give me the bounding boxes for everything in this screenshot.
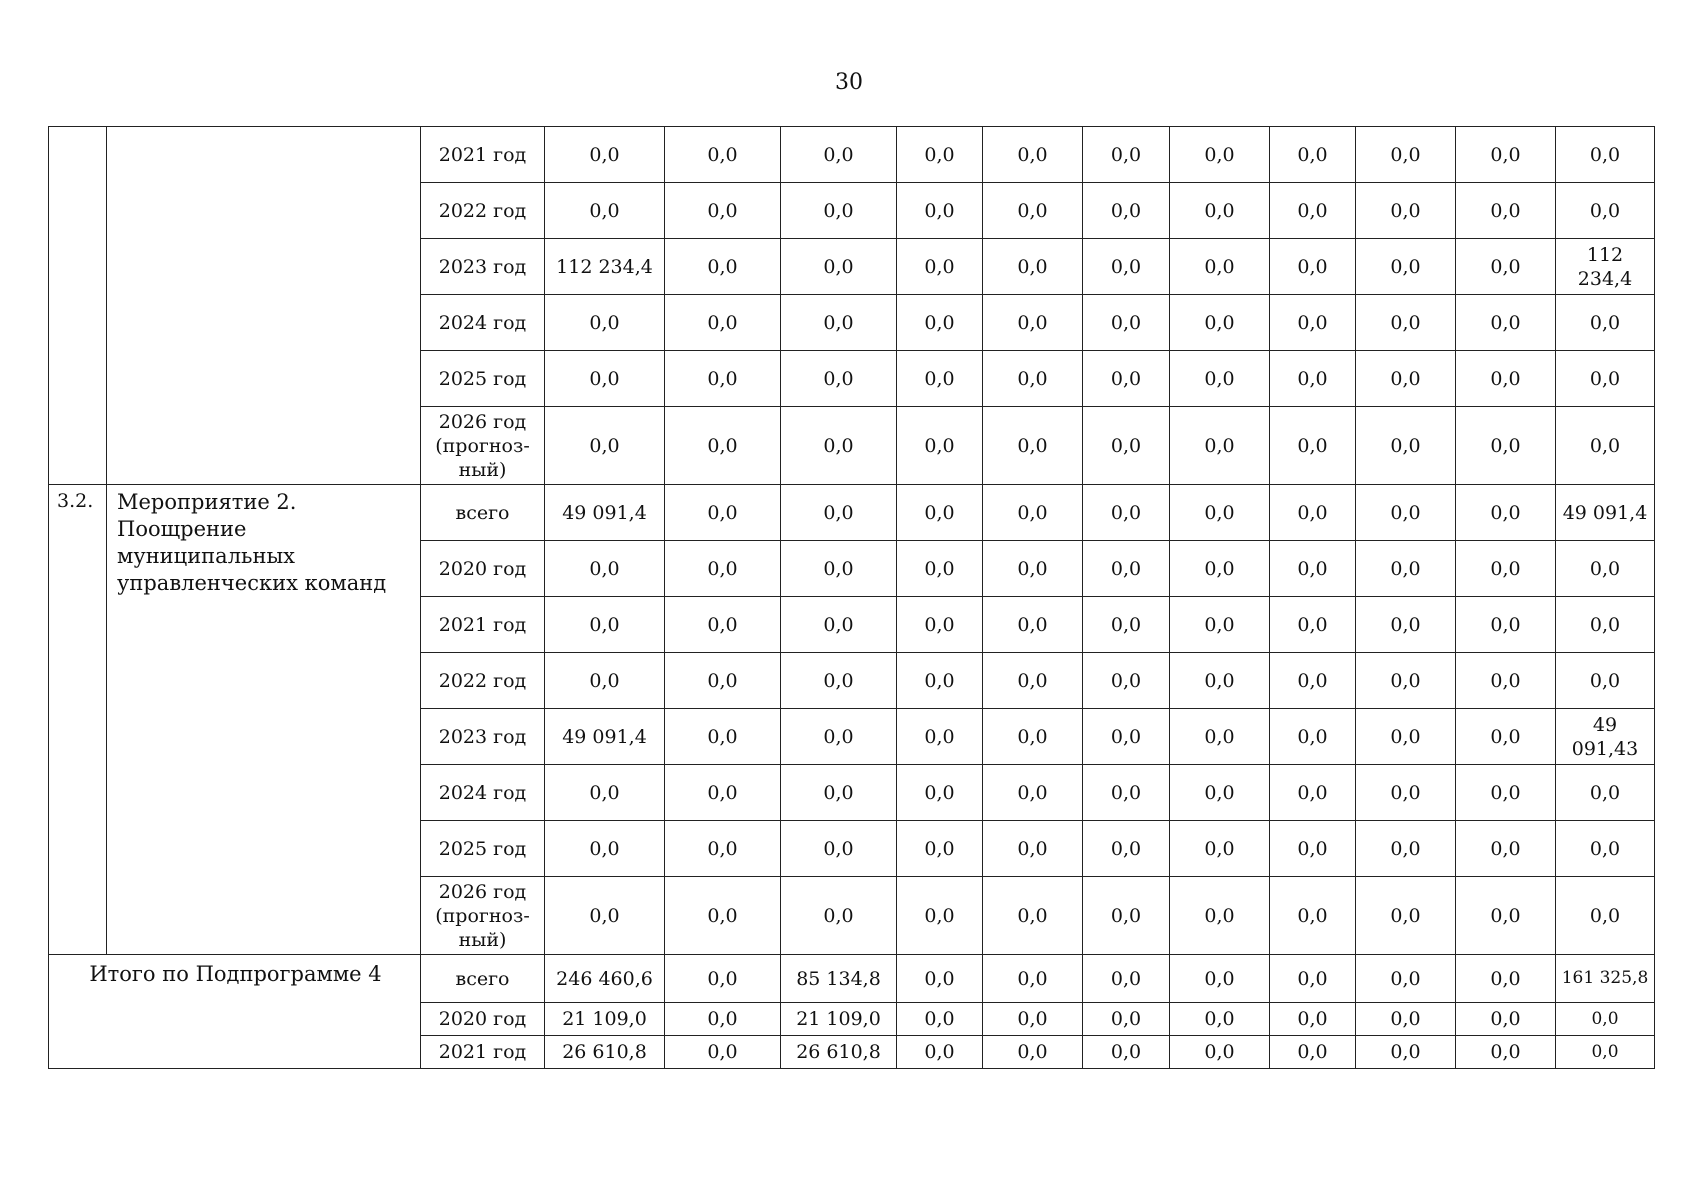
value-cell: 0,0 [1170,821,1270,877]
value-cell: 0,0 [1556,1036,1655,1069]
value-cell: 0,0 [983,955,1083,1003]
value-cell: 0,0 [1356,351,1456,407]
row-number: 3.2. [49,485,107,955]
value-cell: 0,0 [545,351,665,407]
period-cell: 2023 год [421,239,545,295]
value-cell: 0,0 [1170,127,1270,183]
value-cell: 0,0 [665,485,781,541]
value-cell: 0,0 [665,597,781,653]
value-cell: 0,0 [1170,1036,1270,1069]
value-cell: 0,0 [1170,407,1270,485]
value-cell: 0,0 [1270,351,1356,407]
value-cell: 0,0 [781,183,897,239]
period-cell: 2021 год [421,1036,545,1069]
period-cell: 2026 год (прогноз-ный) [421,877,545,955]
value-cell: 49 091,43 [1556,709,1655,765]
value-cell: 0,0 [1170,541,1270,597]
value-cell: 0,0 [1556,653,1655,709]
value-cell: 26 610,8 [545,1036,665,1069]
value-cell: 0,0 [897,541,983,597]
value-cell: 0,0 [1170,485,1270,541]
value-cell: 0,0 [897,877,983,955]
value-cell: 0,0 [1083,407,1170,485]
value-cell: 0,0 [1556,183,1655,239]
value-cell: 0,0 [983,295,1083,351]
value-cell: 0,0 [545,597,665,653]
value-cell: 0,0 [1170,1003,1270,1036]
period-cell: всего [421,955,545,1003]
value-cell: 0,0 [1083,877,1170,955]
value-cell: 0,0 [1170,877,1270,955]
value-cell: 246 460,6 [545,955,665,1003]
value-cell: 0,0 [897,485,983,541]
value-cell: 0,0 [1170,709,1270,765]
value-cell: 0,0 [897,597,983,653]
value-cell: 0,0 [1170,597,1270,653]
value-cell: 0,0 [1356,183,1456,239]
value-cell: 0,0 [781,485,897,541]
value-cell: 0,0 [897,1003,983,1036]
value-cell: 0,0 [1456,877,1556,955]
value-cell: 0,0 [1270,295,1356,351]
value-cell: 0,0 [1356,1036,1456,1069]
value-cell: 0,0 [1083,541,1170,597]
period-cell: всего [421,485,545,541]
value-cell: 0,0 [1270,653,1356,709]
value-cell: 0,0 [1270,183,1356,239]
value-cell: 0,0 [1556,821,1655,877]
period-cell: 2024 год [421,295,545,351]
value-cell: 0,0 [665,955,781,1003]
period-cell: 2025 год [421,821,545,877]
value-cell: 0,0 [897,765,983,821]
value-cell: 0,0 [1083,955,1170,1003]
value-cell: 0,0 [983,597,1083,653]
value-cell: 0,0 [1083,1036,1170,1069]
value-cell: 26 610,8 [781,1036,897,1069]
value-cell: 0,0 [897,127,983,183]
value-cell: 0,0 [1456,653,1556,709]
value-cell: 0,0 [1083,597,1170,653]
subprogram-total-label: Итого по Подпрограмме 4 [49,955,421,1069]
value-cell: 0,0 [1083,765,1170,821]
value-cell: 0,0 [983,485,1083,541]
value-cell: 0,0 [1270,407,1356,485]
value-cell: 0,0 [1356,877,1456,955]
value-cell: 0,0 [1083,183,1170,239]
value-cell: 0,0 [1556,597,1655,653]
value-cell: 0,0 [1270,709,1356,765]
value-cell: 0,0 [897,709,983,765]
value-cell: 0,0 [1456,127,1556,183]
value-cell: 0,0 [1356,239,1456,295]
value-cell: 0,0 [1083,821,1170,877]
value-cell: 0,0 [1083,1003,1170,1036]
value-cell: 0,0 [665,407,781,485]
page-number: 30 [835,70,863,95]
value-cell: 21 109,0 [781,1003,897,1036]
value-cell: 0,0 [1270,597,1356,653]
value-cell: 85 134,8 [781,955,897,1003]
value-cell: 0,0 [1456,541,1556,597]
value-cell: 0,0 [545,653,665,709]
value-cell: 0,0 [1356,295,1456,351]
value-cell: 0,0 [897,239,983,295]
value-cell: 0,0 [1356,955,1456,1003]
value-cell: 0,0 [1556,877,1655,955]
value-cell: 0,0 [665,183,781,239]
value-cell: 0,0 [1356,821,1456,877]
value-cell: 0,0 [897,821,983,877]
value-cell: 0,0 [545,541,665,597]
value-cell: 0,0 [897,955,983,1003]
value-cell: 0,0 [1170,653,1270,709]
value-cell: 0,0 [897,653,983,709]
value-cell: 49 091,4 [545,485,665,541]
value-cell: 0,0 [781,239,897,295]
value-cell: 0,0 [665,239,781,295]
value-cell: 0,0 [665,821,781,877]
value-cell: 0,0 [1270,765,1356,821]
period-cell: 2022 год [421,183,545,239]
value-cell: 0,0 [1170,765,1270,821]
value-cell: 0,0 [983,653,1083,709]
value-cell: 0,0 [665,709,781,765]
value-cell: 0,0 [781,877,897,955]
value-cell: 0,0 [545,765,665,821]
value-cell: 0,0 [897,295,983,351]
value-cell: 0,0 [983,127,1083,183]
value-cell: 0,0 [1270,821,1356,877]
period-cell: 2020 год [421,541,545,597]
value-cell: 0,0 [1356,127,1456,183]
value-cell: 0,0 [1556,295,1655,351]
value-cell: 0,0 [545,295,665,351]
value-cell: 0,0 [983,1036,1083,1069]
value-cell: 0,0 [1356,541,1456,597]
value-cell: 49 091,4 [1556,485,1655,541]
value-cell: 0,0 [781,765,897,821]
period-cell: 2022 год [421,653,545,709]
table-row [49,127,1655,183]
value-cell: 0,0 [1356,1003,1456,1036]
value-cell: 0,0 [1083,295,1170,351]
value-cell: 0,0 [1556,407,1655,485]
value-cell: 0,0 [665,653,781,709]
value-cell: 0,0 [1356,407,1456,485]
value-cell: 0,0 [1456,597,1556,653]
value-cell: 0,0 [983,351,1083,407]
value-cell: 0,0 [1170,239,1270,295]
value-cell: 0,0 [545,127,665,183]
value-cell: 0,0 [897,407,983,485]
value-cell: 0,0 [665,1036,781,1069]
value-cell: 0,0 [1270,239,1356,295]
value-cell: 0,0 [1270,541,1356,597]
value-cell: 0,0 [1456,709,1556,765]
value-cell: 0,0 [983,541,1083,597]
value-cell: 0,0 [665,765,781,821]
value-cell: 0,0 [1456,351,1556,407]
value-cell: 0,0 [781,127,897,183]
value-cell: 0,0 [665,541,781,597]
value-cell: 0,0 [1456,955,1556,1003]
value-cell: 0,0 [1356,597,1456,653]
value-cell: 0,0 [545,407,665,485]
value-cell: 0,0 [1083,239,1170,295]
period-cell: 2021 год [421,597,545,653]
value-cell: 0,0 [1556,127,1655,183]
value-cell: 0,0 [1456,765,1556,821]
value-cell: 0,0 [1456,407,1556,485]
value-cell: 0,0 [897,351,983,407]
value-cell: 0,0 [781,709,897,765]
value-cell: 112 234,4 [545,239,665,295]
row-number [49,127,107,485]
value-cell: 112 234,4 [1556,239,1655,295]
value-cell: 0,0 [1270,955,1356,1003]
value-cell: 0,0 [1083,709,1170,765]
value-cell: 0,0 [983,239,1083,295]
value-cell: 0,0 [983,183,1083,239]
value-cell: 0,0 [1356,653,1456,709]
row-description [107,127,421,485]
value-cell: 0,0 [1356,485,1456,541]
value-cell: 0,0 [1556,541,1655,597]
row-description: Мероприятие 2. Поощрение муниципальных управленческих команд [107,485,421,955]
value-cell: 0,0 [983,765,1083,821]
value-cell: 0,0 [1456,821,1556,877]
value-cell: 0,0 [1170,955,1270,1003]
value-cell: 0,0 [1083,485,1170,541]
period-cell: 2024 год [421,765,545,821]
period-cell: 2021 год [421,127,545,183]
value-cell: 0,0 [1170,183,1270,239]
value-cell: 0,0 [665,351,781,407]
value-cell: 0,0 [1356,765,1456,821]
period-cell: 2020 год [421,1003,545,1036]
table-row [49,955,1655,1003]
value-cell: 0,0 [781,541,897,597]
value-cell: 0,0 [665,127,781,183]
value-cell: 0,0 [1556,765,1655,821]
value-cell: 0,0 [983,709,1083,765]
value-cell: 0,0 [1556,1003,1655,1036]
value-cell: 0,0 [983,821,1083,877]
value-cell: 0,0 [1083,653,1170,709]
value-cell: 0,0 [983,877,1083,955]
value-cell: 0,0 [1170,351,1270,407]
value-cell: 0,0 [781,597,897,653]
value-cell: 0,0 [781,407,897,485]
value-cell: 0,0 [1270,1036,1356,1069]
value-cell: 0,0 [983,407,1083,485]
value-cell: 0,0 [781,653,897,709]
value-cell: 0,0 [983,1003,1083,1036]
value-cell: 0,0 [1456,239,1556,295]
value-cell: 0,0 [781,351,897,407]
value-cell: 0,0 [545,183,665,239]
value-cell: 0,0 [1456,485,1556,541]
period-cell: 2026 год (прогноз-ный) [421,407,545,485]
value-cell: 0,0 [1356,709,1456,765]
value-cell: 0,0 [665,295,781,351]
budget-table [48,126,1655,1069]
value-cell: 0,0 [1270,127,1356,183]
value-cell: 161 325,8 [1556,955,1655,1003]
value-cell: 0,0 [1456,1036,1556,1069]
value-cell: 0,0 [781,821,897,877]
value-cell: 0,0 [545,821,665,877]
period-cell: 2023 год [421,709,545,765]
value-cell: 0,0 [1270,877,1356,955]
value-cell: 0,0 [1456,1003,1556,1036]
value-cell: 0,0 [781,295,897,351]
value-cell: 0,0 [545,877,665,955]
value-cell: 0,0 [1456,183,1556,239]
value-cell: 0,0 [1270,1003,1356,1036]
value-cell: 0,0 [1556,351,1655,407]
period-cell: 2025 год [421,351,545,407]
value-cell: 0,0 [1170,295,1270,351]
value-cell: 0,0 [665,1003,781,1036]
table-body [49,127,1655,1069]
value-cell: 0,0 [1456,295,1556,351]
value-cell: 0,0 [1083,127,1170,183]
value-cell: 0,0 [897,1036,983,1069]
value-cell: 0,0 [1083,351,1170,407]
value-cell: 0,0 [665,877,781,955]
table-row [49,485,1655,541]
value-cell: 0,0 [1270,485,1356,541]
value-cell: 21 109,0 [545,1003,665,1036]
value-cell: 0,0 [897,183,983,239]
value-cell: 49 091,4 [545,709,665,765]
